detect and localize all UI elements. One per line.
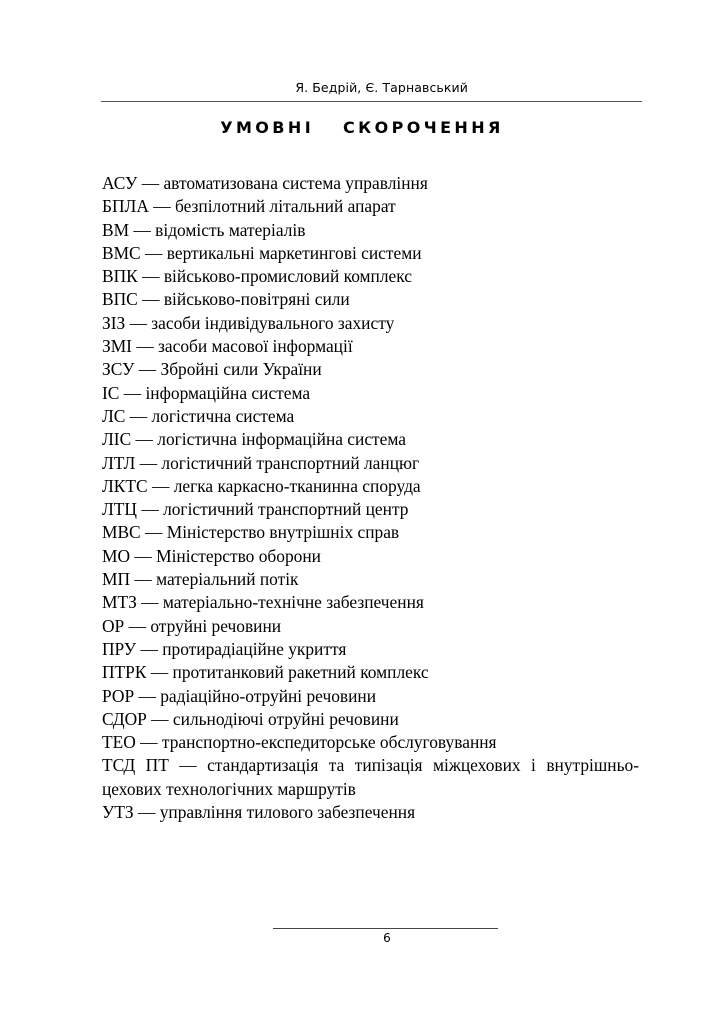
abbreviation-list [102,172,639,824]
page-title: УМОВНІ СКОРОЧЕННЯ [220,118,504,137]
abbreviation-item: ЛТЦ — логістичний транспортний центр [102,499,409,520]
abbreviation-item: ЛІС — логістична інформаційна система [102,429,406,450]
abbreviation-item: МВС — Міністерство внутрішніх справ [102,522,400,543]
abbreviation-item: ТЕО — транспортно-експедиторське обслуговування [102,732,497,753]
abbreviation-item: ЛКТС — легка каркасно-тканинна споруда [102,475,421,496]
abbreviation-item: СДОР — сильнодіючі отруйні речовини [102,708,399,729]
abbreviation-item: УТЗ — управління тилового забезпечення [102,802,416,823]
abbreviation-item: ПТРК — протитанковий ракетний комплекс [102,662,429,683]
abbreviation-item: ТСД ПТ — стандартизація та типізація міжцехових і внутрішньо-цехових технологічних маршрутів [102,755,639,799]
abbreviation-item: ЗІЗ — засоби індивідувального захисту [102,312,395,333]
abbreviation-item: МО — Міністерство оборони [102,545,321,566]
abbreviation-item: РОР — радіаційно-отруйні речовини [102,685,377,706]
abbreviation-item: ВМ — відомість матеріалів [102,219,306,240]
abbreviation-item: БПЛА — безпілотний літальний апарат [102,196,396,217]
footer-rule [273,928,498,929]
abbreviation-item: ІС — інформаційна система [102,382,311,403]
abbreviation-item: АСУ — автоматизована система управління [102,173,428,193]
page-number: 6 [383,931,391,945]
header-authors: Я. Бедрій, Є. Тарнавський [295,80,468,95]
abbreviation-item: МП — матеріальний потік [102,569,299,590]
abbreviation-item: ПРУ — протирадіаційне укриття [102,638,347,659]
abbreviation-item: ЛС — логістична система [102,405,295,426]
abbreviation-item: ВПК — військово-промисловий комплекс [102,266,412,287]
abbreviation-item: МТЗ — матеріально-технічне забезпечення [102,592,424,613]
running-header [101,78,642,102]
abbreviation-item: ОР — отруйні речовини [102,615,282,636]
abbreviation-item: ЛТЛ — логістичний транспортний ланцюг [102,452,420,473]
abbreviation-item: ЗСУ — Збройні сили України [102,359,322,380]
abbreviation-item: ЗМІ — засоби масової інформації [102,336,353,357]
abbreviation-item: ВМС — вертикальні маркетингові системи [102,242,422,263]
abbreviation-item: ВПС — військово-повітряні сили [102,289,350,310]
